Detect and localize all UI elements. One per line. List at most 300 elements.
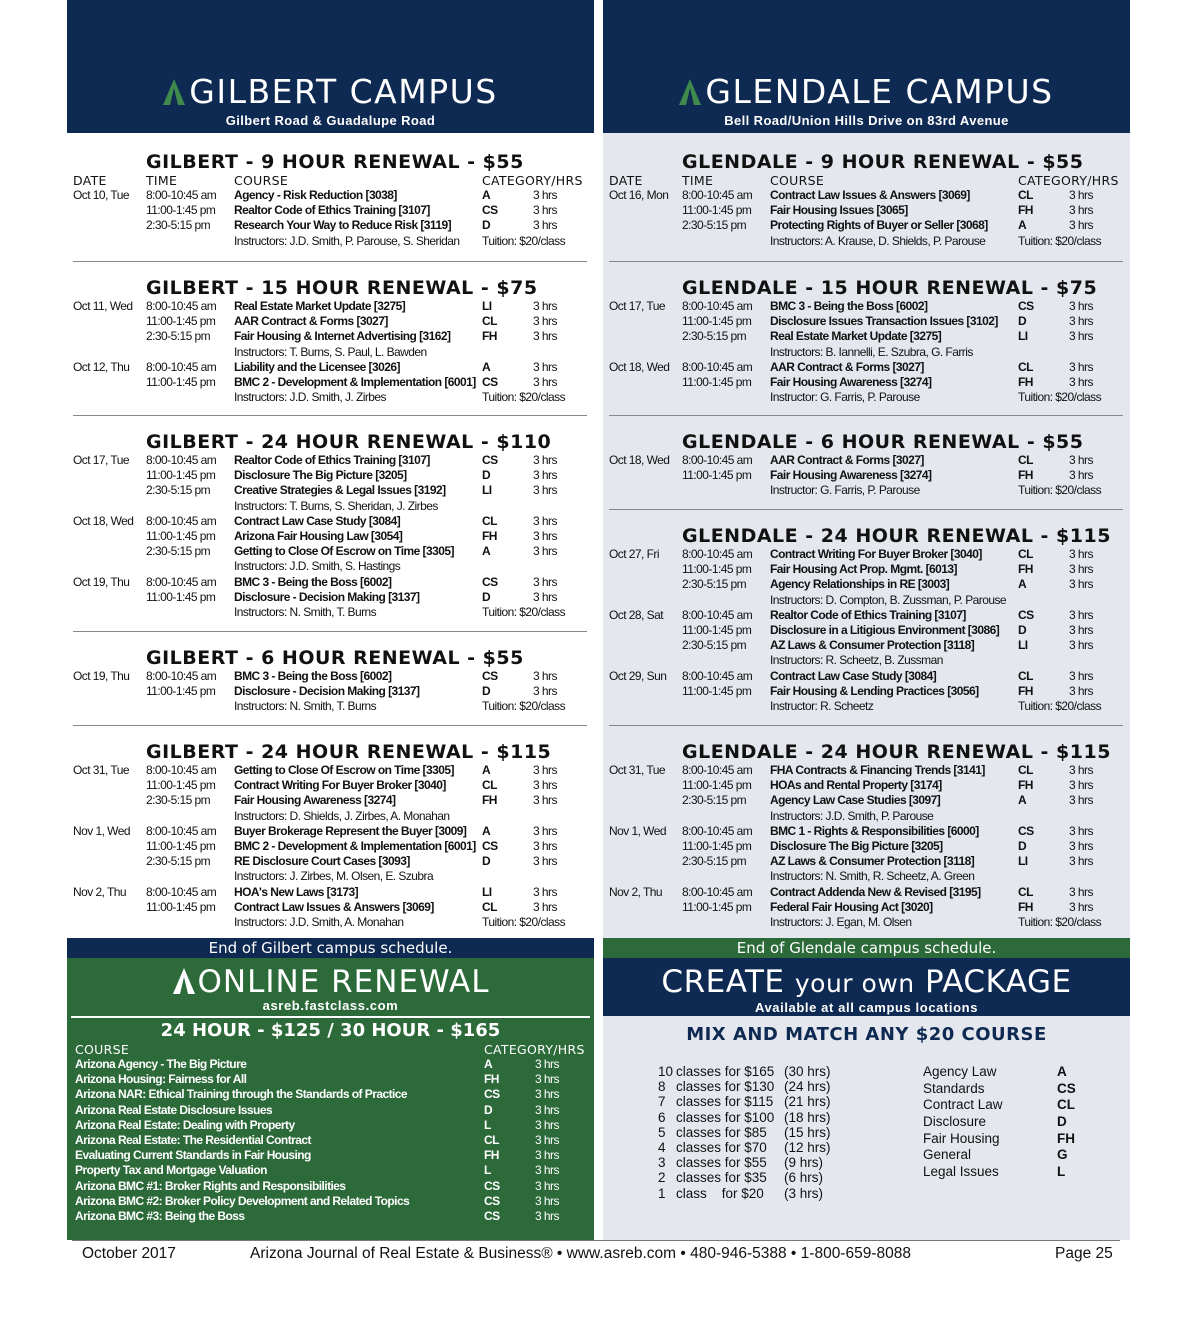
section-divider xyxy=(609,415,1123,416)
class-course: Realtor Code of Ethics Training [3107] xyxy=(770,607,966,622)
instructor-row xyxy=(67,234,594,249)
online-renewal-panel xyxy=(67,958,594,1240)
class-category: D xyxy=(482,589,491,604)
gilbert-column xyxy=(67,0,594,1223)
class-category: D xyxy=(482,854,491,869)
class-time: 11:00-1:45 pm xyxy=(682,374,752,389)
section-heading: GLENDALE - 15 HOUR RENEWAL - $75 xyxy=(682,277,1098,299)
online-course-row xyxy=(67,1118,594,1133)
class-time: 11:00-1:45 pm xyxy=(146,528,216,543)
header-time: TIME xyxy=(682,173,714,188)
category-name: Contract Law xyxy=(923,1097,1003,1113)
deal-hours: (12 hrs) xyxy=(784,1139,831,1155)
class-row xyxy=(603,314,1130,329)
category-name: Agency Law xyxy=(923,1064,997,1079)
online-course-hours: 3 hrs xyxy=(535,1117,559,1132)
class-category: CL xyxy=(482,513,497,528)
class-row xyxy=(603,900,1130,915)
class-date: Oct 19, Thu xyxy=(73,669,130,683)
class-hours: 3 hrs xyxy=(1069,838,1093,853)
class-hours: 3 hrs xyxy=(533,778,557,793)
package-subtitle: Available at all campus locations xyxy=(754,1000,979,1015)
deal-count: 3 xyxy=(658,1155,666,1171)
instructors-text: Instructors: J.D. Smith, S. Hastings xyxy=(234,559,401,574)
section-heading: GILBERT - 15 HOUR RENEWAL - $75 xyxy=(146,277,538,299)
class-row xyxy=(603,638,1130,653)
class-row xyxy=(67,483,594,498)
class-hours: 3 hrs xyxy=(533,329,557,344)
class-time: 8:00-10:45 am xyxy=(146,823,217,838)
class-category: A xyxy=(1018,793,1027,808)
online-course-row xyxy=(67,1148,594,1163)
class-row xyxy=(603,188,1130,203)
package-deal-row xyxy=(658,1186,858,1201)
instructors-text: Instructors: B. Iannelli, E. Szubra, G. Farris xyxy=(770,344,973,359)
class-category: LI xyxy=(1018,638,1028,653)
online-course-name: Arizona NAR: Ethical Training through the Standards of Practice xyxy=(75,1087,408,1102)
class-hours: 3 hrs xyxy=(533,544,557,559)
class-date: Oct 11, Wed xyxy=(73,299,133,313)
class-hours: 3 hrs xyxy=(1069,203,1093,218)
class-row xyxy=(603,824,1130,839)
deal-hours: (9 hrs) xyxy=(784,1155,824,1171)
class-date: Oct 19, Thu xyxy=(73,574,130,589)
class-category: CL xyxy=(482,778,497,793)
class-hours: 3 hrs xyxy=(533,669,557,683)
class-row xyxy=(67,839,594,854)
class-hours: 3 hrs xyxy=(1069,884,1093,899)
class-time: 8:00-10:45 am xyxy=(682,188,753,202)
class-row xyxy=(67,188,594,203)
class-category: D xyxy=(482,684,491,699)
column-header-row xyxy=(67,173,594,188)
category-name: Legal Issues xyxy=(923,1164,999,1180)
class-time: 2:30-5:15 pm xyxy=(146,329,211,344)
mountain-logo-icon xyxy=(172,968,196,994)
class-course: Creative Strategies & Legal Issues [3192] xyxy=(234,483,446,498)
tuition-text: Tuition: $20/class xyxy=(482,233,566,248)
class-hours: 3 hrs xyxy=(533,483,557,498)
online-course-row xyxy=(67,1194,594,1209)
category-code: A xyxy=(1057,1064,1067,1079)
deal-hours: (24 hrs) xyxy=(784,1079,831,1095)
tuition-text: Tuition: $20/class xyxy=(1018,233,1102,248)
online-course-category: CL xyxy=(484,1132,499,1147)
class-course: Disclosure The Big Picture [3205] xyxy=(770,838,943,853)
instructor-row xyxy=(67,559,594,574)
class-row xyxy=(603,218,1130,233)
category-legend-row xyxy=(923,1097,1093,1114)
class-hours: 3 hrs xyxy=(1069,562,1093,577)
instructors-text: Instructor: G. Farris, P. Parouse xyxy=(770,483,920,498)
class-hours: 3 hrs xyxy=(533,218,557,233)
class-hours: 3 hrs xyxy=(533,899,557,914)
class-row xyxy=(67,778,594,793)
header-course: COURSE xyxy=(770,173,825,188)
category-code: CL xyxy=(1057,1097,1075,1113)
class-course: Disclosure - Decision Making [3137] xyxy=(234,589,420,604)
online-course-hours: 3 hrs xyxy=(535,1148,559,1163)
online-course-row xyxy=(67,1103,594,1118)
class-category: A xyxy=(1018,577,1027,592)
class-row xyxy=(603,375,1130,390)
instructor-row xyxy=(603,699,1130,714)
category-code: L xyxy=(1057,1164,1066,1180)
class-date: Nov 2, Thu xyxy=(609,884,662,899)
instructors-text: Instructors: N. Smith, T. Burns xyxy=(234,699,377,714)
class-row xyxy=(603,778,1130,793)
class-hours: 3 hrs xyxy=(1069,314,1093,329)
course-header: COURSE xyxy=(75,1042,130,1057)
class-course: Fair Housing Issues [3065] xyxy=(770,203,908,218)
deal-price: classes for $70 xyxy=(676,1139,767,1155)
online-course-row xyxy=(67,1163,594,1178)
class-row xyxy=(603,453,1130,468)
class-course: BMC 3 - Being the Boss [6002] xyxy=(234,574,392,589)
online-course-row xyxy=(67,1179,594,1194)
section-divider xyxy=(609,509,1123,510)
class-date: Oct 17, Tue xyxy=(609,299,665,313)
class-time: 2:30-5:15 pm xyxy=(682,577,747,592)
class-date: Oct 18, Wed xyxy=(609,359,670,374)
class-time: 8:00-10:45 am xyxy=(146,359,217,374)
tuition-text: Tuition: $20/class xyxy=(1018,483,1102,498)
glendale-banner xyxy=(603,0,1130,133)
online-pricing-heading: 24 HOUR - $125 / 30 HOUR - $165 xyxy=(160,1020,501,1041)
class-hours: 3 hrs xyxy=(1069,899,1093,914)
class-time: 8:00-10:45 am xyxy=(146,884,217,899)
online-course-row xyxy=(67,1133,594,1148)
deal-count: 2 xyxy=(658,1170,666,1186)
instructors-text: Instructors: T. Burns, S. Paul, L. Bawden xyxy=(234,344,427,359)
class-hours: 3 hrs xyxy=(1069,638,1093,653)
class-category: LI xyxy=(482,483,492,498)
class-row xyxy=(67,453,594,468)
class-category: D xyxy=(482,218,491,233)
instructor-row xyxy=(67,605,594,620)
class-time: 8:00-10:45 am xyxy=(682,668,753,683)
online-course-name: Arizona BMC #3: Being the Boss xyxy=(75,1208,245,1223)
class-course: AZ Laws & Consumer Protection [3118] xyxy=(770,854,975,869)
class-time: 11:00-1:45 pm xyxy=(146,374,216,389)
package-banner xyxy=(603,958,1130,1016)
class-category: CS xyxy=(1018,299,1034,313)
gilbert-section xyxy=(67,277,594,405)
class-hours: 3 hrs xyxy=(1069,577,1093,592)
class-category: A xyxy=(482,823,491,838)
header-date: DATE xyxy=(73,173,107,188)
section-divider xyxy=(73,725,587,726)
class-hours: 3 hrs xyxy=(533,453,557,467)
class-time: 11:00-1:45 pm xyxy=(682,683,752,698)
class-course: Protecting Rights of Buyer or Seller [3068] xyxy=(770,218,988,233)
package-heading: MIX AND MATCH ANY $20 COURSE xyxy=(686,1024,1047,1045)
category-legend-row xyxy=(923,1164,1093,1181)
online-course-category: L xyxy=(484,1117,491,1132)
class-time: 2:30-5:15 pm xyxy=(146,544,211,559)
deal-price: classes for $130 xyxy=(676,1079,775,1095)
class-hours: 3 hrs xyxy=(1069,668,1093,683)
tuition-text: Tuition: $20/class xyxy=(482,390,566,405)
tuition-text: Tuition: $20/class xyxy=(482,699,566,714)
class-date: Oct 31, Tue xyxy=(609,763,665,777)
online-course-hours: 3 hrs xyxy=(535,1178,559,1193)
section-heading: GLENDALE - 9 HOUR RENEWAL - $55 xyxy=(682,151,1084,173)
class-course: Agency Law Case Studies [3097] xyxy=(770,793,941,808)
class-row xyxy=(67,669,594,684)
package-deal-row xyxy=(658,1094,858,1109)
class-row xyxy=(67,218,594,233)
section-divider xyxy=(609,725,1123,726)
category-code: FH xyxy=(1057,1130,1075,1146)
class-time: 8:00-10:45 am xyxy=(146,513,217,528)
class-time: 11:00-1:45 pm xyxy=(682,778,752,793)
class-course: AAR Contract & Forms [3027] xyxy=(770,453,924,467)
instructors-text: Instructors: R. Scheetz, B. Zussman xyxy=(770,653,943,668)
class-row xyxy=(67,468,594,483)
instructor-row xyxy=(67,869,594,884)
category-legend-row xyxy=(923,1081,1093,1098)
class-category: CL xyxy=(1018,359,1033,374)
gilbert-schedule xyxy=(67,133,594,938)
class-category: CS xyxy=(482,374,498,389)
class-row xyxy=(67,329,594,344)
class-hours: 3 hrs xyxy=(533,468,557,483)
class-time: 8:00-10:45 am xyxy=(682,884,753,899)
class-category: FH xyxy=(482,528,497,543)
class-course: Contract Law Case Study [3084] xyxy=(770,668,937,683)
section-divider xyxy=(73,631,587,632)
class-category: CS xyxy=(482,453,498,467)
class-hours: 3 hrs xyxy=(1069,763,1093,777)
class-row xyxy=(67,885,594,900)
gilbert-section xyxy=(67,431,594,620)
deal-price: classes for $85 xyxy=(676,1124,767,1140)
section-heading: GLENDALE - 24 HOUR RENEWAL - $115 xyxy=(682,741,1111,763)
column-header-row xyxy=(603,173,1130,188)
class-row xyxy=(67,544,594,559)
class-hours: 3 hrs xyxy=(1069,622,1093,637)
class-category: FH xyxy=(1018,203,1033,218)
deal-price: class for $20 xyxy=(676,1185,764,1201)
class-time: 11:00-1:45 pm xyxy=(146,899,216,914)
gilbert-banner xyxy=(67,0,594,133)
class-hours: 3 hrs xyxy=(533,763,557,777)
package-deal-list xyxy=(658,1064,858,1201)
online-course-category: FH xyxy=(484,1148,499,1163)
class-course: Contract Law Case Study [3084] xyxy=(234,513,401,528)
class-row xyxy=(67,299,594,314)
class-time: 11:00-1:45 pm xyxy=(682,838,752,853)
class-course: Fair Housing Awareness [3274] xyxy=(770,374,932,389)
gilbert-end-banner: End of Gilbert campus schedule. xyxy=(67,938,594,958)
class-category: LI xyxy=(1018,854,1028,869)
class-time: 11:00-1:45 pm xyxy=(146,684,216,699)
class-course: Arizona Fair Housing Law [3054] xyxy=(234,528,403,543)
class-hours: 3 hrs xyxy=(1069,329,1093,344)
class-course: AZ Laws & Consumer Protection [3118] xyxy=(770,638,975,653)
class-hours: 3 hrs xyxy=(533,854,557,869)
section-divider xyxy=(73,415,587,416)
class-row xyxy=(603,623,1130,638)
class-date: Oct 17, Tue xyxy=(73,453,129,467)
header-date: DATE xyxy=(609,173,643,188)
class-category: CL xyxy=(1018,884,1033,899)
glendale-end-banner: End of Glendale campus schedule. xyxy=(603,938,1130,958)
class-category: D xyxy=(1018,314,1027,329)
online-course-category: FH xyxy=(484,1072,499,1087)
class-date: Nov 1, Wed xyxy=(73,823,130,838)
class-row xyxy=(67,763,594,778)
online-course-row xyxy=(67,1057,594,1072)
class-row xyxy=(603,885,1130,900)
online-course-name: Evaluating Current Standards in Fair Housing xyxy=(75,1148,311,1163)
class-category: CL xyxy=(1018,188,1033,202)
section-divider xyxy=(73,261,587,262)
class-time: 8:00-10:45 am xyxy=(682,763,753,777)
class-time: 2:30-5:15 pm xyxy=(682,793,747,808)
class-hours: 3 hrs xyxy=(533,203,557,218)
class-course: Fair Housing Awareness [3274] xyxy=(234,793,396,808)
class-category: LI xyxy=(1018,329,1028,344)
gilbert-section xyxy=(67,151,594,249)
class-row xyxy=(603,763,1130,778)
class-time: 8:00-10:45 am xyxy=(146,763,217,777)
class-row xyxy=(67,360,594,375)
online-course-category: A xyxy=(484,1057,493,1071)
class-time: 11:00-1:45 pm xyxy=(146,203,216,218)
class-time: 11:00-1:45 pm xyxy=(682,314,752,329)
class-course: Contract Law Issues & Answers [3069] xyxy=(234,899,434,914)
deal-count: 4 xyxy=(658,1139,666,1155)
category-legend-row xyxy=(923,1131,1093,1148)
class-row xyxy=(603,329,1130,344)
class-date: Oct 31, Tue xyxy=(73,763,129,777)
class-category: FH xyxy=(1018,899,1033,914)
instructors-text: Instructor: G. Farris, P. Parouse xyxy=(770,390,920,405)
class-row xyxy=(603,468,1130,483)
class-date: Oct 27, Fri xyxy=(609,547,659,561)
class-category: FH xyxy=(1018,683,1033,698)
class-category: CS xyxy=(1018,823,1034,838)
section-heading: GLENDALE - 6 HOUR RENEWAL - $55 xyxy=(682,431,1084,453)
class-row xyxy=(603,854,1130,869)
class-course: AAR Contract & Forms [3027] xyxy=(234,314,388,329)
class-hours: 3 hrs xyxy=(1069,607,1093,622)
class-category: A xyxy=(482,763,491,777)
mountain-logo-icon xyxy=(679,79,701,105)
class-time: 11:00-1:45 pm xyxy=(682,562,752,577)
class-hours: 3 hrs xyxy=(533,838,557,853)
class-course: Contract Law Issues & Answers [3069] xyxy=(770,188,970,202)
footer-date: October 2017 xyxy=(82,1245,176,1262)
class-hours: 3 hrs xyxy=(1069,823,1093,838)
class-course: Contract Addenda New & Revised [3195] xyxy=(770,884,981,899)
online-course-category: CS xyxy=(484,1193,500,1208)
online-course-row xyxy=(67,1087,594,1102)
class-category: CL xyxy=(1018,668,1033,683)
class-row xyxy=(603,577,1130,592)
class-category: CS xyxy=(482,203,498,218)
instructor-row xyxy=(67,809,594,824)
class-hours: 3 hrs xyxy=(1069,683,1093,698)
section-heading: GILBERT - 9 HOUR RENEWAL - $55 xyxy=(146,151,524,173)
glendale-section xyxy=(603,151,1130,249)
category-name: General xyxy=(923,1147,972,1163)
online-course-category: L xyxy=(484,1163,491,1178)
class-category: CS xyxy=(1018,607,1034,622)
header-time: TIME xyxy=(146,173,178,188)
class-course: Real Estate Market Update [3275] xyxy=(770,329,942,344)
section-heading: GLENDALE - 24 HOUR RENEWAL - $115 xyxy=(682,525,1111,547)
class-category: FH xyxy=(1018,468,1033,483)
class-category: CS xyxy=(482,669,498,683)
class-category: CL xyxy=(482,899,497,914)
class-row xyxy=(603,669,1130,684)
class-hours: 3 hrs xyxy=(533,513,557,528)
instructors-text: Instructors: J.D. Smith, P. Parouse xyxy=(770,808,934,823)
class-course: Realtor Code of Ethics Training [3107] xyxy=(234,453,430,467)
online-url[interactable]: asreb.fastclass.com xyxy=(262,998,399,1013)
class-time: 11:00-1:45 pm xyxy=(146,314,216,329)
category-name: Disclosure xyxy=(923,1114,987,1130)
class-time: 2:30-5:15 pm xyxy=(146,793,211,808)
class-course: Getting to Close Of Escrow on Time [3305] xyxy=(234,763,454,777)
class-date: Oct 18, Wed xyxy=(73,513,134,528)
class-date: Oct 16, Mon xyxy=(609,188,669,202)
class-course: Fair Housing & Lending Practices [3056] xyxy=(770,683,979,698)
class-row xyxy=(67,529,594,544)
class-date: Oct 18, Wed xyxy=(609,453,670,467)
class-hours: 3 hrs xyxy=(1069,299,1093,313)
class-course: Fair Housing Act Prop. Mgmt. [6013] xyxy=(770,562,957,577)
class-date: Oct 12, Thu xyxy=(73,359,130,374)
glendale-section xyxy=(603,277,1130,405)
class-time: 2:30-5:15 pm xyxy=(682,329,747,344)
glendale-subtitle: Bell Road/Union Hills Drive on 83rd Avenue xyxy=(724,113,1009,128)
create-package-panel xyxy=(603,958,1130,1240)
class-hours: 3 hrs xyxy=(533,684,557,699)
instructors-text: Instructors: J. Egan, M. Olsen xyxy=(770,914,912,929)
class-course: Fair Housing & Internet Advertising [3162] xyxy=(234,329,451,344)
instructors-text: Instructors: J.D. Smith, P. Parouse, S. Sheridan xyxy=(234,233,460,248)
instructor-row xyxy=(67,499,594,514)
class-row xyxy=(603,299,1130,314)
online-course-row xyxy=(67,1209,594,1224)
category-legend-row xyxy=(923,1147,1093,1164)
glendale-section xyxy=(603,431,1130,499)
class-category: A xyxy=(482,188,491,202)
gilbert-title: GILBERT CAMPUS xyxy=(189,72,498,111)
class-category: LI xyxy=(482,299,492,313)
class-hours: 3 hrs xyxy=(1069,793,1093,808)
package-deal-row xyxy=(658,1110,858,1125)
package-deal-row xyxy=(658,1155,858,1170)
class-course: Buyer Brokerage Represent the Buyer [3009] xyxy=(234,823,467,838)
class-course: AAR Contract & Forms [3027] xyxy=(770,359,924,374)
class-time: 8:00-10:45 am xyxy=(682,823,753,838)
online-course-name: Arizona Housing: Fairness for All xyxy=(75,1072,247,1087)
glendale-title: GLENDALE CAMPUS xyxy=(705,72,1054,111)
class-course: Getting to Close Of Escrow on Time [3305] xyxy=(234,544,454,559)
instructors-text: Instructors: N. Smith, R. Scheetz, A. Green xyxy=(770,869,975,884)
category-legend-row xyxy=(923,1114,1093,1131)
header-cathrs: CATEGORY/HRS xyxy=(1018,173,1119,188)
instructors-text: Instructors: J. Zirbes, M. Olsen, E. Szubra xyxy=(234,869,434,884)
class-hours: 3 hrs xyxy=(1069,854,1093,869)
class-time: 2:30-5:15 pm xyxy=(146,218,211,233)
class-time: 8:00-10:45 am xyxy=(146,669,217,683)
